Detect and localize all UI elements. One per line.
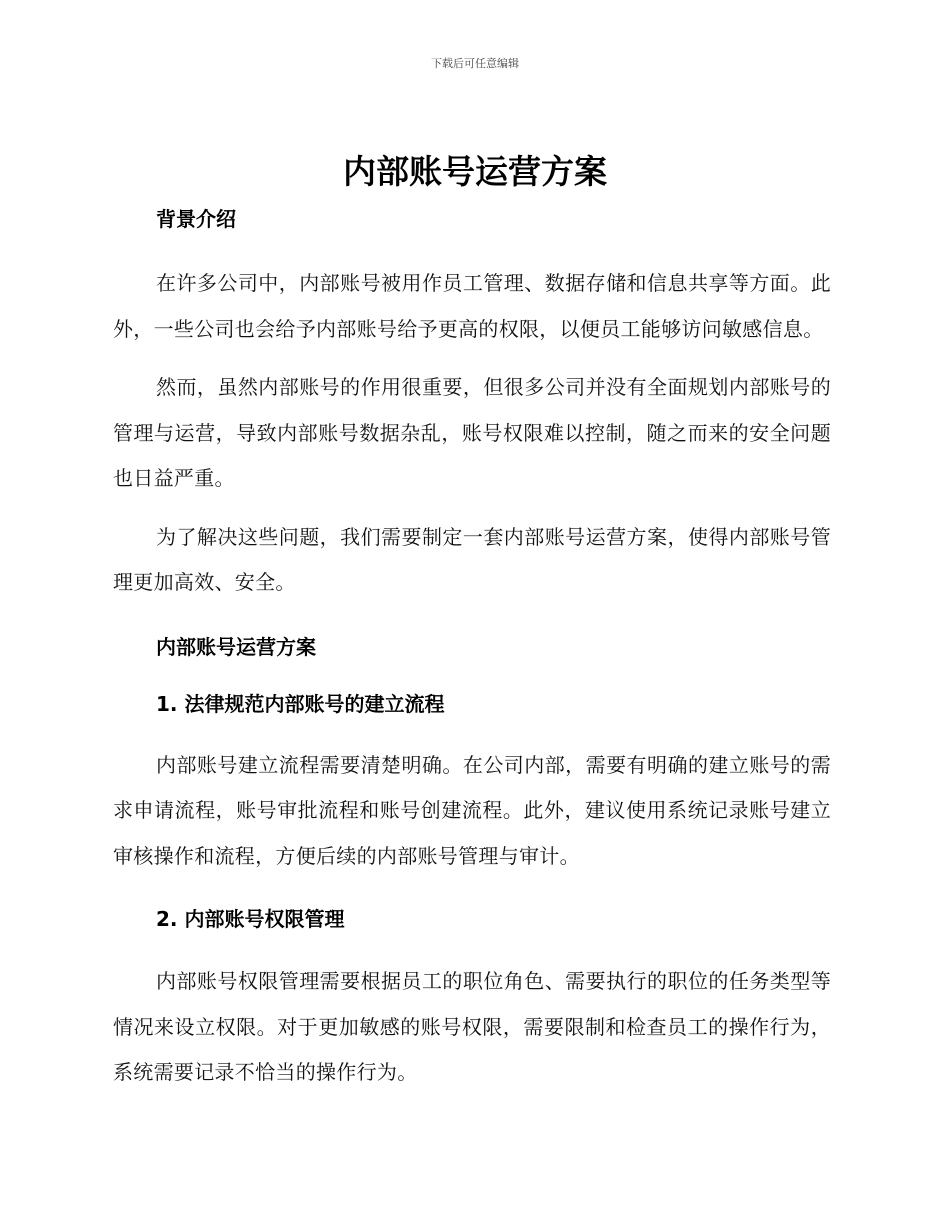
header-note: 下载后可任意编辑 xyxy=(431,57,519,70)
paragraph-item-1: 内部账号建立流程需要清楚明确。在公司内部，需要有明确的建立账号的需求申请流程，账号审批流程和账号创建流程。此外，建议使用系统记录账号建立审核操作和流程，方便后续的内部账号管理与审计。 xyxy=(113,752,831,868)
paragraph-item-2: 内部账号权限管理需要根据员工的职位角色、需要执行的职位的任务类型等情况来设立权限。对于更加敏感的账号权限，需要限制和检查员工的操作行为，系统需要记录不恰当的操作行为。 xyxy=(113,969,831,1084)
subsection-heading-2: 2. 内部账号权限管理 xyxy=(156,907,345,931)
section-heading-background: 背景介绍 xyxy=(156,207,236,231)
section-heading-plan: 内部账号运营方案 xyxy=(156,634,316,659)
document-title: 内部账号运营方案 xyxy=(343,152,607,191)
subsection-heading-1: 1. 法律规范内部账号的建立流程 xyxy=(156,691,445,716)
document-body xyxy=(113,204,831,1096)
paragraph-background-1: 在许多公司中，内部账号被用作员工管理、数据存储和信息共享等方面。此外，一些公司也会给予内部账号给予更高的权限，以便员工能够访问敏感信息。 xyxy=(113,271,831,341)
paragraph-background-2: 然而，虽然内部账号的作用很重要，但很多公司并没有全面规划内部账号的管理与运营，导致内部账号数据杂乱，账号权限难以控制，随之而来的安全问题也日益严重。 xyxy=(113,375,831,490)
paragraph-background-3: 为了解决这些问题，我们需要制定一套内部账号运营方案，使得内部账号管理更加高效、安全。 xyxy=(113,524,831,594)
